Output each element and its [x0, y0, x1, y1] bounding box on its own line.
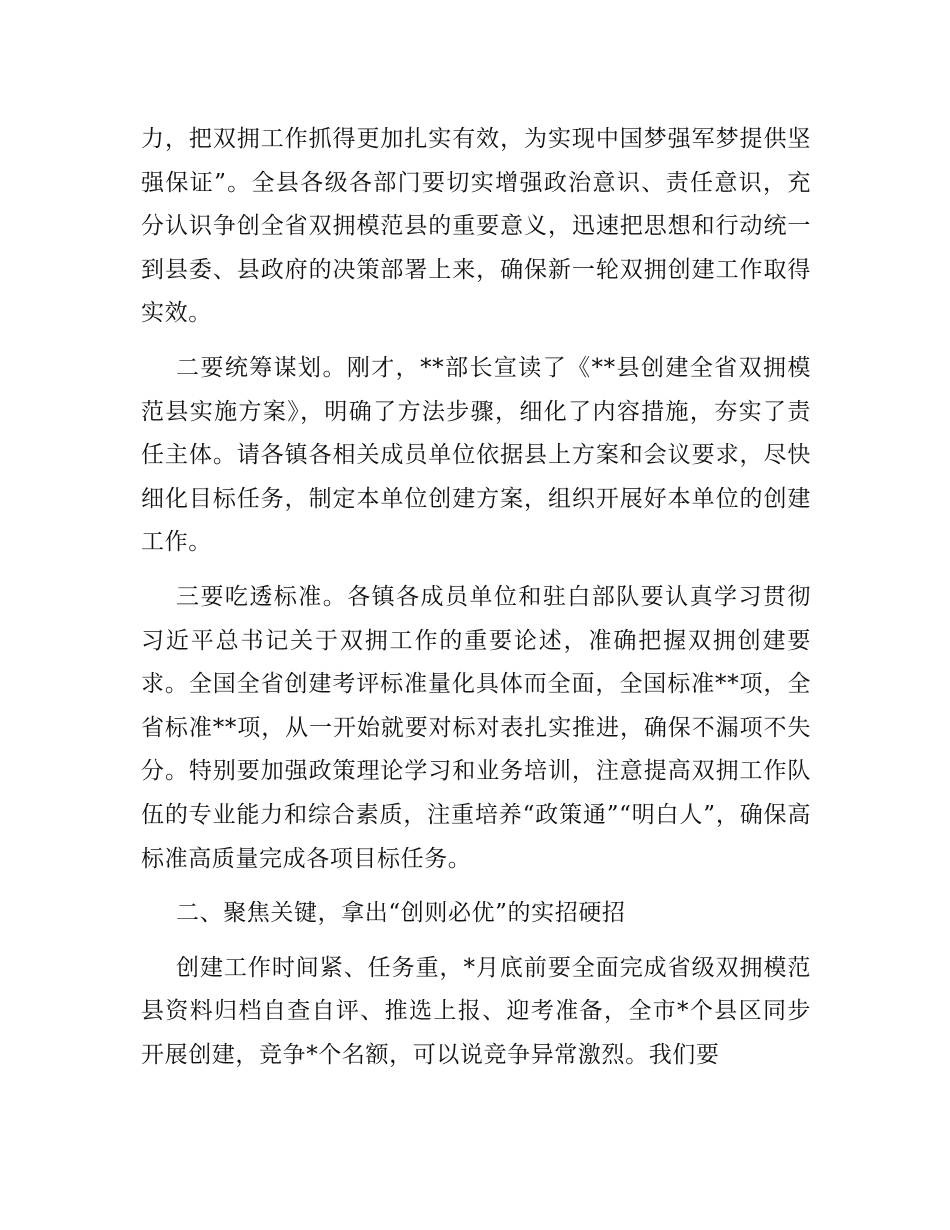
paragraph-continuation: 力，把双拥工作抓得更加扎实有效，为实现中国梦强军梦提供坚强保证”。全县各级各部门要切实增强政治意识、责任意识，充分认识争创全省双拥模范县的重要意义，迅速把思想和行动统一到县委、县政府的决策部署上来，确保新一轮双拥创建工作取得实效。 [141, 126, 811, 327]
paragraph-understand-standards: 三要吃透标准。各镇各成员单位和驻白部队要认真学习贯彻习近平总书记关于双拥工作的重要论述，准确把握双拥创建要求。全国全省创建考评标准量化具体而全面，全国标准**项，全省标准**项，从一开始就要对标对表扎实推进，确保不漏项不失分。特别要加强政策理论学习和业务培训，注意提高双拥工作队伍的专业能力和综合素质，注重培养“政策通”“明白人”，确保高标准高质量完成各项目标任务。 [141, 583, 811, 872]
paragraph-creation-work: 创建工作时间紧、任务重，*月底前要全面完成省级双拥模范县资料归档自查自评、推选上报、迎考准备，全市*个县区同步开展创建，竞争*个名额，可以说竞争异常激烈。我们要 [141, 954, 811, 1068]
paragraph-coordinate-planning: 二要统筹谋划。刚才，**部长宣读了《**县创建全省双拥模范县实施方案》，明确了方法步骤，细化了内容措施，夯实了责任主体。请各镇各相关成员单位依据县上方案和会议要求，尽快细化目标任务，制定本单位创建方案，组织开展好本单位的创建工作。 [141, 354, 811, 556]
document-body [141, 118, 811, 1077]
section-heading-focus-key: 二、聚焦关键，拿出“创则必优”的实招硬招 [176, 900, 626, 927]
